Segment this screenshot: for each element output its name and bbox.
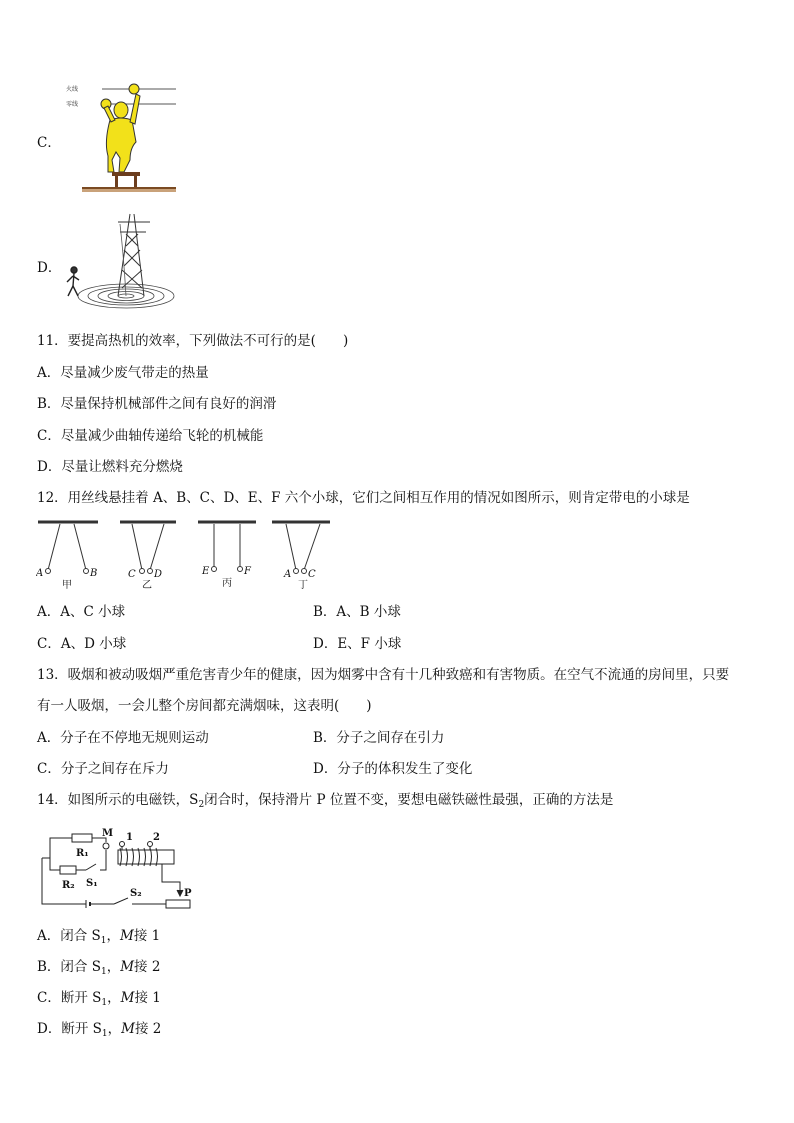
q13-option-a[interactable]: A．分子在不停地无规则运动 xyxy=(37,730,209,746)
option-d-label: D． xyxy=(37,260,62,276)
r1-label: R₁ xyxy=(76,848,89,859)
option-letter: C． xyxy=(37,990,61,1006)
q14-option-b[interactable] xyxy=(37,958,160,981)
q12-fig2-caption: 乙 xyxy=(142,580,152,590)
option-rest: 接 2 xyxy=(134,959,161,975)
q12-fig4-caption: 丁 xyxy=(298,580,308,590)
terminal-m-label: M xyxy=(102,828,114,839)
q12-fig2-right: D xyxy=(154,569,163,580)
q11-option-d[interactable]: D．尽量让燃料充分燃烧 xyxy=(37,459,183,475)
option-verb: 闭合 S xyxy=(60,959,101,975)
q13-option-c[interactable]: C．分子之间存在斥力 xyxy=(37,761,169,777)
terminal-1-label: 1 xyxy=(126,832,133,843)
transmission-tower-figure xyxy=(58,210,176,314)
q12-suspended-balls-figure xyxy=(36,516,336,590)
q12-fig1-caption: 甲 xyxy=(62,580,72,590)
q14-stem-sub: 2 xyxy=(198,800,205,810)
q12-option-c[interactable]: C．A、D 小球 xyxy=(37,636,127,652)
q13-stem-line2: 有一人吸烟，一会儿整个房间都充满烟味，这表明( ) xyxy=(37,698,372,714)
q12-fig4-left: A xyxy=(284,569,292,580)
q12-fig3-right: F xyxy=(244,566,251,577)
q12-fig2-left: C xyxy=(128,569,136,580)
option-letter: A． xyxy=(37,928,61,944)
option-comma: ， xyxy=(106,959,121,975)
option-comma: ， xyxy=(107,990,121,1006)
option-comma: ， xyxy=(107,1021,122,1037)
q11-option-b[interactable]: B．尽量保持机械部件之间有良好的润滑 xyxy=(37,396,277,412)
option-verb: 闭合 S xyxy=(60,928,101,944)
q12-fig1-right: B xyxy=(90,568,98,579)
q12-option-a[interactable]: A．A、C 小球 xyxy=(37,604,126,620)
q12-fig3-caption: 丙 xyxy=(222,578,232,589)
q11-stem: 11．要提高热机的效率，下列做法不可行的是( ) xyxy=(37,333,349,349)
q12-stem: 12．用丝线悬挂着 A、B、C、D、E、F 六个小球，它们之间相互作用的情况如图所示，则肯定带电的小球是 xyxy=(37,490,690,506)
s2-label: S₂ xyxy=(130,888,142,899)
option-m: M xyxy=(120,990,135,1006)
option-m: M xyxy=(120,959,135,975)
option-verb: 断开 S xyxy=(61,1021,102,1037)
option-sub: 1 xyxy=(101,998,108,1008)
electric-shock-figure xyxy=(64,80,182,192)
option-rest: 接 2 xyxy=(134,1021,162,1037)
option-verb: 断开 S xyxy=(60,990,102,1006)
option-sub: 1 xyxy=(101,1029,108,1039)
option-letter: B． xyxy=(37,959,61,975)
option-c-label: C． xyxy=(37,135,61,151)
q14-option-d[interactable] xyxy=(37,1020,161,1043)
option-m: M xyxy=(121,1021,135,1037)
s1-label: S₁ xyxy=(86,878,98,889)
option-sub: 1 xyxy=(100,967,107,977)
q14-stem-pre: 14．如图所示的电磁铁，S xyxy=(37,792,199,808)
q12-fig1-left: A xyxy=(36,568,44,579)
r2-label: R₂ xyxy=(62,880,75,891)
option-letter: D． xyxy=(37,1021,62,1037)
q13-option-d[interactable]: D．分子的体积发生了变化 xyxy=(313,761,473,777)
option-comma: ， xyxy=(106,928,121,944)
q14-stem xyxy=(37,791,613,814)
live-wire-label: 火线 xyxy=(66,86,79,93)
slider-p-label: P xyxy=(184,888,192,899)
terminal-2-label: 2 xyxy=(153,832,160,843)
q14-stem-post: 闭合时，保持滑片 P 位置不变，要想电磁铁磁性最强，正确的方法是 xyxy=(204,792,614,808)
q13-option-b[interactable]: B．分子之间存在引力 xyxy=(313,730,445,746)
q14-option-c[interactable] xyxy=(37,989,161,1012)
option-rest: 接 1 xyxy=(133,928,161,944)
q12-fig3-left: E xyxy=(202,566,210,577)
option-sub: 1 xyxy=(100,936,107,946)
q12-option-d[interactable]: D．E、F 小球 xyxy=(313,636,402,652)
q14-electromagnet-circuit xyxy=(36,826,196,910)
q13-stem-line1: 13．吸烟和被动吸烟严重危害青少年的健康，因为烟雾中含有十几种致癌和有害物质。在空气不流通的房间里，只要 xyxy=(37,667,730,683)
q12-fig4-right: C xyxy=(308,569,316,580)
q11-option-c[interactable]: C．尽量减少曲轴传递给飞轮的机械能 xyxy=(37,428,264,444)
q11-option-a[interactable]: A．尽量减少废气带走的热量 xyxy=(37,365,209,381)
neutral-wire-label: 零线 xyxy=(66,101,79,108)
option-rest: 接 1 xyxy=(134,990,161,1006)
q12-option-b[interactable]: B．A、B 小球 xyxy=(313,604,401,620)
q14-option-a[interactable] xyxy=(37,927,160,950)
option-m: M xyxy=(120,928,134,944)
